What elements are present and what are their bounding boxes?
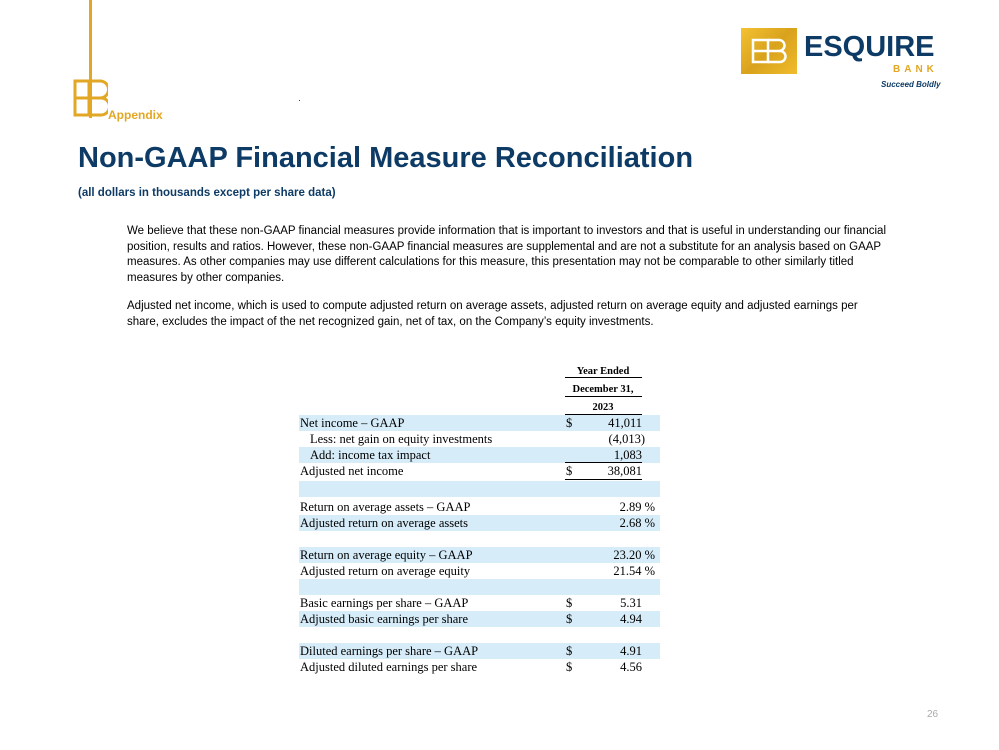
row-value: 38,081 [607, 464, 642, 478]
column-header-line2: December 31, [572, 384, 634, 395]
table-row-spacer [299, 481, 660, 497]
row-label: Add: income tax impact [310, 448, 431, 462]
row-currency: $ [566, 612, 573, 626]
table-row [299, 415, 660, 431]
row-label: Diluted earnings per share – GAAP [300, 644, 479, 658]
total-rule [565, 479, 642, 480]
table-row [299, 659, 660, 675]
header-rule-1 [565, 377, 642, 378]
logo-monogram-icon [741, 28, 797, 74]
row-currency: $ [566, 416, 573, 430]
row-label: Adjusted diluted earnings per share [300, 660, 478, 674]
row-value: 2.89 % [619, 500, 655, 514]
row-value: 21.54 % [613, 564, 655, 578]
row-label: Adjusted basic earnings per share [300, 612, 468, 626]
row-value: 4.94 [620, 612, 642, 626]
table-row-spacer [299, 531, 660, 547]
row-currency: $ [566, 660, 573, 674]
row-label: Return on average assets – GAAP [300, 500, 471, 514]
row-currency: $ [566, 464, 573, 478]
row-currency: $ [566, 596, 573, 610]
section-label: Appendix [108, 108, 163, 122]
table-row [299, 431, 660, 447]
row-label: Basic earnings per share – GAAP [300, 596, 469, 610]
table-row-spacer [299, 627, 660, 643]
table-row [299, 499, 660, 515]
column-header-line3: 2023 [592, 402, 614, 413]
row-value: (4,013) [608, 432, 645, 446]
header-rule-2 [565, 396, 642, 397]
row-currency: $ [566, 644, 573, 658]
eb-monogram-icon [72, 78, 108, 118]
table-row [299, 547, 660, 563]
logo-subword: BANK [893, 64, 938, 75]
table-row [299, 643, 660, 659]
logo-tagline: Succeed Boldly [881, 80, 941, 89]
table-row [299, 595, 660, 611]
row-label: Adjusted return on average equity [300, 564, 471, 578]
row-label: Adjusted net income [300, 464, 404, 478]
row-value: 23.20 % [613, 548, 655, 562]
row-label: Adjusted return on average assets [300, 516, 468, 530]
row-label: Less: net gain on equity investments [310, 432, 493, 446]
column-header-line1: Year Ended [576, 366, 630, 377]
table-row [299, 611, 660, 627]
page-title: Non-GAAP Financial Measure Reconciliation [78, 142, 694, 174]
adjusted-income-paragraph: Adjusted net income, which is used to compute adjusted return on average assets, adjusted return on average equity and adjusted earnings per share, excludes the impact of the net recognized gain, net of tax, on the Company’s equity investments. [127, 300, 858, 328]
row-value: 5.31 [620, 596, 642, 610]
stray-dot [299, 100, 300, 101]
logo-wordmark: ESQUIRE [804, 31, 935, 63]
table-row [299, 563, 660, 579]
row-value: 4.56 [620, 660, 642, 674]
page-number: 26 [927, 709, 939, 720]
table-row [299, 447, 660, 463]
row-value: 2.68 % [619, 516, 655, 530]
row-value: 1,083 [613, 448, 642, 462]
table-row [299, 515, 660, 531]
page-subtitle: (all dollars in thousands except per share data) [78, 187, 336, 199]
logo-emblem [741, 28, 797, 74]
row-label: Return on average equity – GAAP [300, 548, 473, 562]
esquire-bank-logo [741, 28, 941, 92]
row-value: 4.91 [620, 644, 642, 658]
row-value: 41,011 [608, 416, 642, 430]
table-row-spacer [299, 579, 660, 595]
intro-paragraph: We believe that these non-GAAP financial measures provide information that is important to investors and that is useful in understanding our financial position, results and ratios. However, these non-GAAP financial measures are supplemental and are not a substitute for an analysis based on GAAP measures. As other companies may use different calculations for this measure, this presentation may not be comparable to other similarly titled measures by other companies. [127, 225, 886, 284]
row-label: Net income – GAAP [300, 416, 405, 430]
table-row [299, 463, 660, 479]
